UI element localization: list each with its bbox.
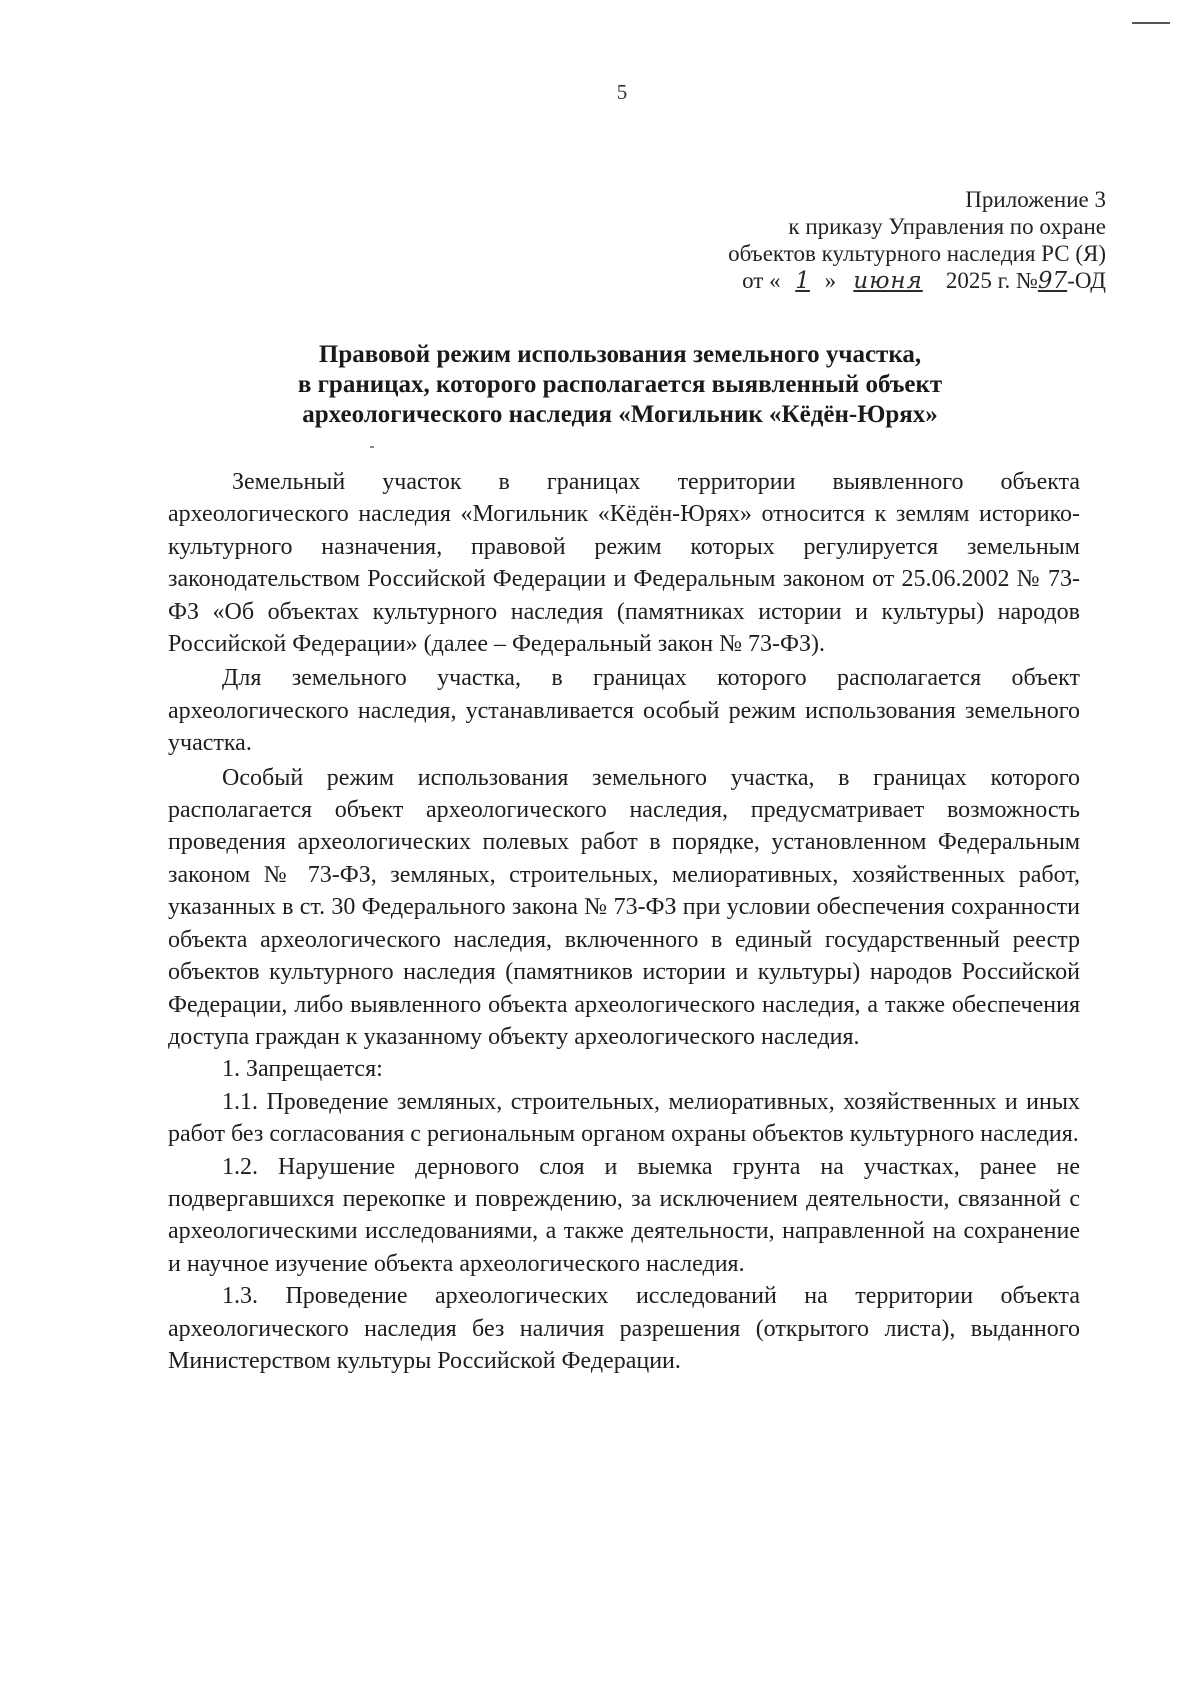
paragraph-item-1-2: 1.2. Нарушение дернового слоя и выемка грунта на участках, ранее не подвергавшихся перекопке и повреждению, за исключением деятельности, связанной с археологическими исследованиями, а также деятельности, направленной на сохранение и научное изучение объекта археологического наследия. <box>168 1153 1080 1277</box>
title-line-3: археологического наследия «Могильник «Кёдён-Юрях» <box>302 401 938 428</box>
date-year: 2025 г. № <box>945 268 1038 293</box>
paragraph-item-1-3: 1.3. Проведение археологических исследований на территории объекта археологического наследия без наличия разрешения (открытого листа), выданного Министерством культуры Российской Федерации. <box>168 1283 1080 1374</box>
paragraph-land-plot: Земельный участок в границах территории выявленного объекта археологического наследия «Могильник «Кёдён-Юрях» относится к землям историко-культурного назначения, правовой режим которых регулируется земельным законодательством Российской Федерации и Федеральным законом от 25.06.2002 № 73-ФЗ «Об объектах культурного наследия (памятниках истории и культуры) народов Российской Федерации» (далее – Федеральный закон № 73-ФЗ). <box>168 469 1080 658</box>
paragraph-special-regime: Для земельного участка, в границах которого располагается объект археологического наследия, устанавливается особый режим использования земельного участка. <box>168 665 1080 757</box>
title-line-2: в границах, которого располагается выявленный объект <box>297 371 943 398</box>
appendix-date-line <box>546 267 1106 295</box>
appendix-line-3: объектов культурного наследия РС (Я) <box>728 241 1106 266</box>
scan-mark <box>1132 22 1170 24</box>
handwritten-order-number: 97 <box>1037 268 1068 294</box>
handwritten-day: 1 <box>795 268 810 294</box>
appendix-line-1: Приложение 3 <box>965 187 1106 212</box>
scan-speck <box>370 446 374 448</box>
paragraph-regime-details: Особый режим использования земельного участка, в границах которого располагается объект археологического наследия, предусматривает возможность проведения археологических полевых работ в порядке, установленном Федеральным законом № 73-ФЗ, земляных, строительных, мелиоративных, хозяйственных работ, указанных в ст. 30 Федерального закона № 73-ФЗ при условии обеспечения сохранности объекта археологического наследия, включенного в единый государственный реестр объектов культурного наследия (памятников истории и культуры) народов Российской Федерации, либо выявленного объекта археологического наследия, а также обеспечения доступа граждан к указанному объекту археологического наследия. <box>168 764 1080 1050</box>
document-body <box>168 466 1080 1377</box>
appendix-header <box>546 186 1106 295</box>
date-prefix: от « <box>742 268 781 293</box>
paragraph-prohibited-heading: 1. Запрещается: <box>222 1056 383 1083</box>
handwritten-month: июня <box>853 268 923 294</box>
title-line-1: Правовой режим использования земельного участка, <box>318 341 922 368</box>
appendix-line-2: к приказу Управления по охране <box>788 214 1106 239</box>
order-suffix: -ОД <box>1067 268 1106 293</box>
page-number: 5 <box>616 80 628 104</box>
document-title <box>170 340 1070 430</box>
date-mid: » <box>824 268 837 293</box>
paragraph-item-1-1: 1.1. Проведение земляных, строительных, мелиоративных, хозяйственных и иных работ без согласования с региональным органом охраны объектов культурного наследия. <box>168 1088 1080 1148</box>
